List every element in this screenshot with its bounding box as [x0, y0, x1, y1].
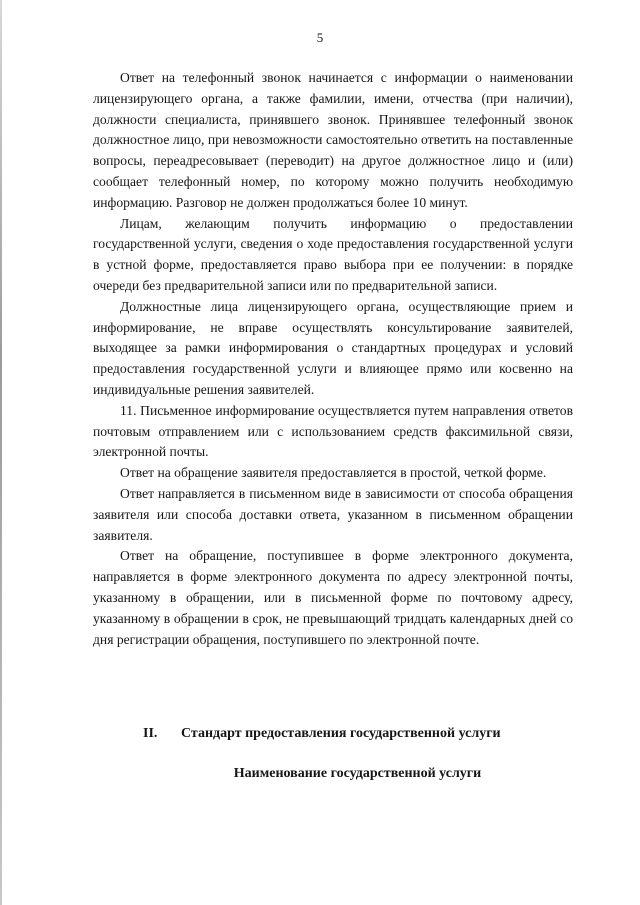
paragraph-answer-delivery: Ответ направляется в письменном виде в зависимости от способа обращения заявителя или способа доставки ответа, указанном в письменном обращении заявителя.: [93, 485, 573, 543]
section-number: II.: [143, 726, 158, 741]
paragraph-phone-answer: Ответ на телефонный звонок начинается с информации о наименовании лицензирующего органа, а также фамилии, имени, отчества (при наличии), должности специалиста, принявшего звонок. Принявшее телефонный звонок должностное лицо, при невозможности самостоятельно ответить на поставленные вопросы, переадресовывает (переводит) на другое должностное лицо и (или) сообщает телефонный номер, по которому можно получить необходимую информацию. Разговор не должен продолжаться более 10 минут.: [93, 70, 573, 210]
paragraph-electronic-answer: Ответ на обращение, поступившее в форме электронного документа, направляется в форме электронного документа по адресу электронной почты, указанному в обращении, или в письменной форме по почтовому адресу, указанному в обращении в срок, не превышающий тридцать календарных дней со дня регистрации обращения, поступившего по электронной почте.: [93, 548, 573, 647]
subsection-heading: Наименование государственной услуги: [233, 766, 482, 781]
page-number: 5: [316, 30, 324, 45]
paragraph-officials-restriction: Должностные лица лицензирующего органа, осуществляющие прием и информирование, не вправе осуществлять консультирование заявителей, выходящее за рамки информирования о стандартных процедурах и условий предоставления государственной услуги и влияющее прямо или косвенно на индивидуальные решения заявителей.: [93, 298, 573, 397]
paragraph-info-choice: Лицам, желающим получить информацию о предоставлении государственной услуги, сведения о ходе предоставления государственной услуги в устной форме, предоставляется право выбора при ее получении: в порядке очереди без предварительной записи или по предварительной записи.: [93, 215, 573, 293]
section-heading: [143, 726, 501, 742]
body-text: [93, 68, 573, 650]
section-title: Стандарт предоставления государственной услуги: [181, 726, 501, 741]
paragraph-answer-form: Ответ на обращение заявителя предоставляется в простой, четкой форме.: [120, 465, 547, 481]
paragraph-written-info: 11. Письменное информирование осуществляется путем направления ответов почтовым отправлением или с использованием средств факсимильной связи, электронной почты.: [93, 402, 573, 460]
